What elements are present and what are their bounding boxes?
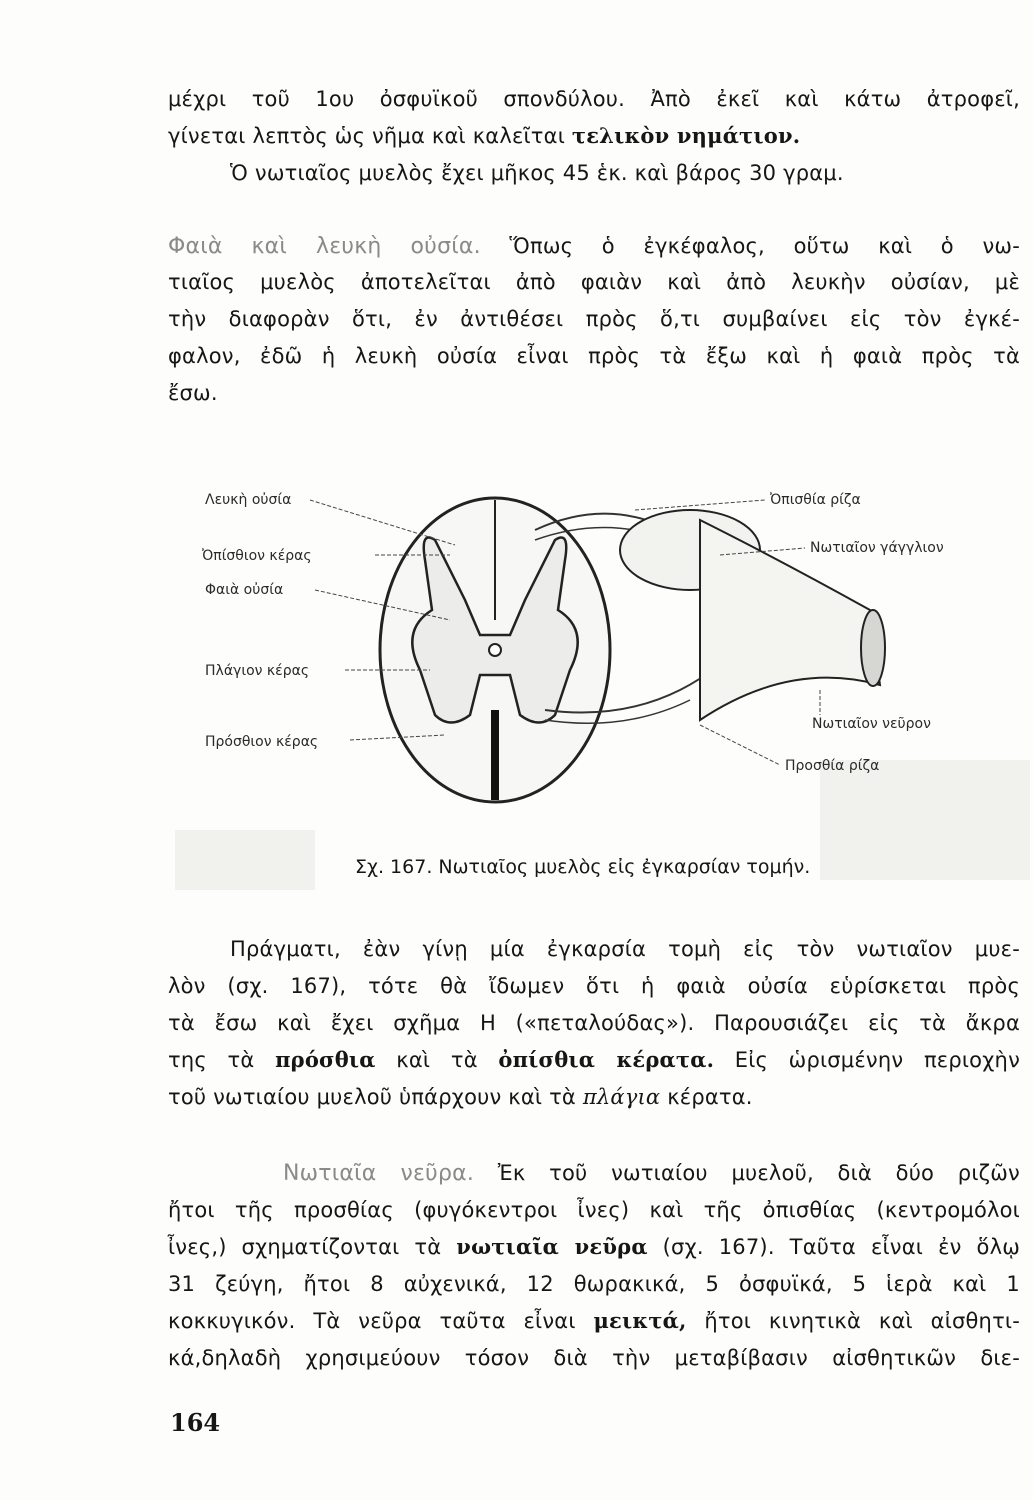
text-line: μέχρι τοῦ 1ου ὀσφυϊκοῦ σπονδύλου. Ἀπὸ ἐκεῖ καὶ κάτω ἀτροφεῖ, (168, 87, 1020, 111)
text-line: ἔσω. (168, 381, 218, 405)
text-line: τὰ ἔσω καὶ ἔχει σχῆμα Η («πεταλούδας»). Παρουσιάζει εἰς τὰ ἄκρα (168, 1011, 1020, 1035)
text-line: Ὁ νωτιαῖος μυελὸς ἔχει μῆκος 45 ἑκ. καὶ βάρος 30 γραμ. (230, 161, 844, 185)
central-canal (489, 644, 501, 656)
text-span: γίνεται λεπτὸς ὡς νῆμα καὶ καλεῖται (168, 124, 572, 148)
text-line: τὴν διαφορὰν ὅτι, ἐν ἀντιθέσει πρὸς ὅ,τι συμβαίνει εἰς τὸν ἐγκέ- (168, 307, 1020, 331)
text-span: ἶνες,) σχηματίζονται τὰ (168, 1235, 457, 1259)
text-line (168, 1080, 1020, 1114)
label-grey-matter: Φαιὰ οὐσία (205, 582, 284, 598)
leader-line (700, 725, 780, 765)
text-line: φαλον, ἐδῶ ἡ λευκὴ οὐσία εἶναι πρὸς τὰ ἔξω καὶ ἡ φαιὰ πρὸς τὰ (168, 344, 1020, 368)
text-line: 31 ζεύγη, ἤτοι 8 αὐχενικά, 12 θωρακικά, 5 ὀσφυϊκά, 5 ἱερὰ καὶ 1 (168, 1272, 1020, 1296)
text-line: κά,δηλαδὴ χρησιμεύουν τόσον διὰ τὴν μεταβίβασιν αἰσθητικῶν διε- (168, 1346, 1020, 1370)
label-white-matter: Λευκὴ οὐσία (205, 492, 292, 508)
text-span: της τὰ (168, 1048, 276, 1072)
text-line: λὸν (σχ. 167), τότε θὰ ἴδωμεν ὅτι ἡ φαιὰ οὐσία εὑρίσκεται πρὸς (168, 974, 1020, 998)
text-span: τοῦ νωτιαίου μυελοῦ ὑπάρχουν καὶ τὰ (168, 1085, 583, 1109)
text-span: Ἐκ τοῦ νωτιαίου μυελοῦ, διὰ δύο ριζῶν (497, 1161, 1020, 1185)
label-spinal-ganglion: Νωτιαῖον γάγγλιον (810, 540, 944, 556)
term-bold: πρόσθια (275, 1047, 376, 1072)
anterior-fissure (491, 710, 499, 800)
label-posterior-root: Ὀπισθία ρίζα (770, 492, 861, 508)
label-anterior-root: Προσθία ρίζα (785, 758, 880, 774)
text-line (168, 1156, 1020, 1191)
label-lateral-horn: Πλάγιον κέρας (205, 663, 310, 679)
text-line (168, 229, 1020, 264)
label-posterior-horn: Ὀπίσθιον κέρας (202, 548, 312, 564)
label-spinal-nerve: Νωτιαῖον νεῦρον (812, 716, 931, 732)
text-line (168, 1230, 1020, 1264)
text-line (168, 1304, 1020, 1338)
text-span: κοκκυγικόν. Τὰ νεῦρα ταῦτα εἶναι (168, 1309, 594, 1333)
page-number: 164 (170, 1408, 221, 1437)
spinal-cord-figure (180, 470, 1010, 820)
text-span: ἤτοι κινητικὰ καὶ αἰσθητι- (686, 1309, 1020, 1333)
spinal-cord-diagram (180, 470, 1010, 820)
term-bold: ὀπίσθια κέρατα. (498, 1047, 715, 1072)
nerve-cut-end (861, 610, 885, 686)
text-line (168, 1043, 1020, 1077)
figure-caption: Σχ. 167. Νωτιαῖος μυελὸς εἰς ἐγκαρσίαν τομήν. (355, 856, 811, 878)
term-bold: μεικτά, (593, 1308, 687, 1333)
section-heading: Νωτιαῖα νεῦρα. (283, 1161, 475, 1186)
text-span: κέρατα. (660, 1085, 753, 1109)
term-bold: τελικὸν νημάτιον. (571, 123, 801, 148)
text-span: Ὅπως ὁ ἐγκέφαλος, οὕτω καὶ ὁ νω- (509, 234, 1020, 258)
leader-line (635, 500, 765, 510)
text-line: τιαῖος μυελὸς ἀποτελεῖται ἀπὸ φαιὰν καὶ ἀπὸ λευκὴν οὐσίαν, μὲ (168, 270, 1020, 294)
term-bold: νωτιαῖα νεῦρα (456, 1234, 648, 1259)
text-span: (σχ. 167). Ταῦτα εἶναι ἐν ὅλῳ (647, 1235, 1020, 1259)
text-line: ἤτοι τῆς προσθίας (φυγόκεντροι ἶνες) καὶ τῆς ὀπισθίας (κεντρομόλοι (168, 1198, 1020, 1222)
text-line (168, 119, 1020, 153)
term-italic: πλάγια (582, 1085, 661, 1109)
bleed-through (175, 830, 315, 890)
text-span: καὶ τὰ (375, 1048, 499, 1072)
section-heading: Φαιὰ καὶ λευκὴ οὐσία. (168, 234, 481, 259)
text-line: Πράγματι, ἐὰν γίνῃ μία ἐγκαρσία τομὴ εἰς τὸν νωτιαῖον μυε- (230, 937, 1020, 961)
label-anterior-horn: Πρόσθιον κέρας (205, 734, 319, 750)
text-span: Εἰς ὡρισμένην περιοχὴν (714, 1048, 1020, 1072)
